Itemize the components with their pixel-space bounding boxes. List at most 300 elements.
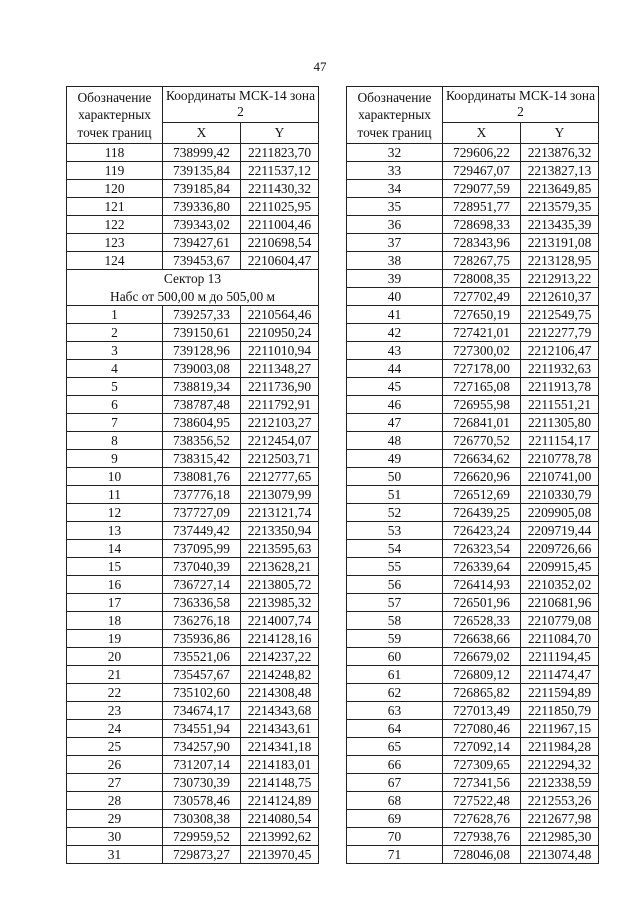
x-coordinate: 737040,39 (163, 558, 241, 576)
y-coordinate: 2213970,45 (241, 846, 319, 864)
table-row (67, 576, 319, 594)
point-number: 57 (347, 594, 443, 612)
x-coordinate: 727702,49 (443, 288, 521, 306)
coordinates-table-left (66, 86, 319, 864)
y-coordinate: 2213128,95 (521, 252, 599, 270)
point-number: 11 (67, 486, 163, 504)
x-coordinate: 727013,49 (443, 702, 521, 720)
table-row (347, 360, 599, 378)
sector-row (67, 270, 319, 306)
point-number: 41 (347, 306, 443, 324)
x-coordinate: 728343,96 (443, 234, 521, 252)
x-coordinate: 726865,82 (443, 684, 521, 702)
table-row (347, 792, 599, 810)
x-coordinate: 730308,38 (163, 810, 241, 828)
table-row (67, 396, 319, 414)
x-coordinate: 726638,66 (443, 630, 521, 648)
y-coordinate: 2212677,98 (521, 810, 599, 828)
y-coordinate: 2212913,22 (521, 270, 599, 288)
y-coordinate: 2211004,46 (241, 216, 319, 234)
table-row (67, 450, 319, 468)
y-coordinate: 2213350,94 (241, 522, 319, 540)
table-row (347, 288, 599, 306)
x-coordinate: 735102,60 (163, 684, 241, 702)
y-coordinate: 2214183,01 (241, 756, 319, 774)
y-coordinate: 2213579,35 (521, 198, 599, 216)
x-coordinate: 726439,25 (443, 504, 521, 522)
table-row (67, 252, 319, 270)
y-coordinate: 2210681,96 (521, 594, 599, 612)
x-coordinate: 726423,24 (443, 522, 521, 540)
point-number: 49 (347, 450, 443, 468)
point-number: 45 (347, 378, 443, 396)
point-number: 30 (67, 828, 163, 846)
y-coordinate: 2210352,02 (521, 576, 599, 594)
x-coordinate: 729606,22 (443, 144, 521, 162)
table-row (347, 630, 599, 648)
table-row (67, 414, 319, 432)
x-coordinate: 739427,61 (163, 234, 241, 252)
point-number: 10 (67, 468, 163, 486)
table-row (347, 324, 599, 342)
table-row (347, 234, 599, 252)
y-coordinate: 2212277,79 (521, 324, 599, 342)
point-number: 46 (347, 396, 443, 414)
x-coordinate: 728046,08 (443, 846, 521, 864)
x-coordinate: 739003,08 (163, 360, 241, 378)
y-coordinate: 2213805,72 (241, 576, 319, 594)
point-number: 50 (347, 468, 443, 486)
y-coordinate: 2211474,47 (521, 666, 599, 684)
y-coordinate: 2210604,47 (241, 252, 319, 270)
x-coordinate: 734257,90 (163, 738, 241, 756)
table-row (67, 774, 319, 792)
y-coordinate: 2211594,89 (521, 684, 599, 702)
sector-subtitle: Набс от 500,00 м до 505,00 м (110, 288, 275, 304)
point-number: 43 (347, 342, 443, 360)
table-row (347, 666, 599, 684)
y-coordinate: 2211984,28 (521, 738, 599, 756)
x-coordinate: 737095,99 (163, 540, 241, 558)
table-row (347, 450, 599, 468)
x-coordinate: 738081,76 (163, 468, 241, 486)
x-column-header: X (163, 122, 241, 143)
table-row (347, 828, 599, 846)
point-number: 21 (67, 666, 163, 684)
y-coordinate: 2214148,75 (241, 774, 319, 792)
point-number: 32 (347, 144, 443, 162)
point-number: 12 (67, 504, 163, 522)
x-coordinate: 726955,98 (443, 396, 521, 414)
y-coordinate: 2214128,16 (241, 630, 319, 648)
point-number: 42 (347, 324, 443, 342)
x-coordinate: 736336,58 (163, 594, 241, 612)
y-coordinate: 2212106,47 (521, 342, 599, 360)
point-number: 31 (67, 846, 163, 864)
point-number: 69 (347, 810, 443, 828)
table-row (347, 576, 599, 594)
point-number: 7 (67, 414, 163, 432)
y-coordinate: 2214237,22 (241, 648, 319, 666)
y-coordinate: 2214007,74 (241, 612, 319, 630)
y-coordinate: 2212103,27 (241, 414, 319, 432)
x-coordinate: 729873,27 (163, 846, 241, 864)
y-coordinate: 2213628,21 (241, 558, 319, 576)
table-row (67, 144, 319, 162)
table-row (347, 684, 599, 702)
y-coordinate: 2211792,91 (241, 396, 319, 414)
y-coordinate: 2213121,74 (241, 504, 319, 522)
table-row (67, 468, 319, 486)
x-coordinate: 739128,96 (163, 342, 241, 360)
table-row (347, 180, 599, 198)
table-row (67, 522, 319, 540)
y-coordinate: 2211551,21 (521, 396, 599, 414)
y-coordinate: 2210950,24 (241, 324, 319, 342)
y-coordinate: 2214248,82 (241, 666, 319, 684)
x-coordinate: 737449,42 (163, 522, 241, 540)
sector-title: Сектор 13 (163, 271, 222, 287)
y-coordinate: 2214080,54 (241, 810, 319, 828)
y-coordinate: 2212549,75 (521, 306, 599, 324)
y-coordinate: 2213992,62 (241, 828, 319, 846)
sector-heading (67, 270, 319, 306)
y-coordinate: 2211305,80 (521, 414, 599, 432)
y-coordinate: 2209726,66 (521, 540, 599, 558)
table-row (347, 396, 599, 414)
point-number: 66 (347, 756, 443, 774)
table-row (67, 666, 319, 684)
point-number: 27 (67, 774, 163, 792)
y-coordinate: 2210741,00 (521, 468, 599, 486)
y-coordinate: 2211736,90 (241, 378, 319, 396)
table-row (347, 306, 599, 324)
y-coordinate: 2211430,32 (241, 180, 319, 198)
x-coordinate: 728698,33 (443, 216, 521, 234)
table-row (347, 432, 599, 450)
table-row (67, 702, 319, 720)
point-number: 9 (67, 450, 163, 468)
point-number: 14 (67, 540, 163, 558)
point-designation-header: Обозначение характерных точек границ (347, 87, 443, 144)
point-number: 124 (67, 252, 163, 270)
table-row (67, 234, 319, 252)
y-coordinate: 2211154,17 (521, 432, 599, 450)
x-coordinate: 738787,48 (163, 396, 241, 414)
y-coordinate: 2213985,32 (241, 594, 319, 612)
point-designation-header: Обозначение характерных точек границ (67, 87, 163, 144)
y-coordinate: 2210330,79 (521, 486, 599, 504)
table-row (347, 648, 599, 666)
table-row (347, 252, 599, 270)
table-row (67, 342, 319, 360)
table-row (67, 720, 319, 738)
x-coordinate: 727165,08 (443, 378, 521, 396)
point-number: 68 (347, 792, 443, 810)
x-coordinate: 727938,76 (443, 828, 521, 846)
y-coordinate: 2214343,61 (241, 720, 319, 738)
table-row (67, 684, 319, 702)
table-row (67, 828, 319, 846)
y-coordinate: 2211913,78 (521, 378, 599, 396)
table-row (347, 486, 599, 504)
table-row (347, 540, 599, 558)
table-row (347, 756, 599, 774)
x-coordinate: 734674,17 (163, 702, 241, 720)
x-coordinate: 726414,93 (443, 576, 521, 594)
table-row (347, 702, 599, 720)
y-coordinate: 2211537,12 (241, 162, 319, 180)
point-number: 65 (347, 738, 443, 756)
table-row (67, 594, 319, 612)
y-column-header: Y (521, 122, 599, 143)
x-coordinate: 734551,94 (163, 720, 241, 738)
point-number: 67 (347, 774, 443, 792)
x-coordinate: 726679,02 (443, 648, 521, 666)
point-number: 15 (67, 558, 163, 576)
point-number: 23 (67, 702, 163, 720)
point-number: 64 (347, 720, 443, 738)
x-coordinate: 729077,59 (443, 180, 521, 198)
table-row (347, 522, 599, 540)
table-row (347, 774, 599, 792)
table-row (67, 846, 319, 864)
y-coordinate: 2213827,13 (521, 162, 599, 180)
point-number: 5 (67, 378, 163, 396)
y-coordinate: 2214343,68 (241, 702, 319, 720)
x-coordinate: 739336,80 (163, 198, 241, 216)
y-coordinate: 2212294,32 (521, 756, 599, 774)
table-row (67, 648, 319, 666)
y-coordinate: 2210778,78 (521, 450, 599, 468)
x-coordinate: 729467,07 (443, 162, 521, 180)
table-row (67, 486, 319, 504)
x-coordinate: 730578,46 (163, 792, 241, 810)
x-coordinate: 739343,02 (163, 216, 241, 234)
point-number: 70 (347, 828, 443, 846)
y-coordinate: 2212454,07 (241, 432, 319, 450)
y-coordinate: 2210779,08 (521, 612, 599, 630)
point-number: 52 (347, 504, 443, 522)
point-number: 34 (347, 180, 443, 198)
x-coordinate: 727080,46 (443, 720, 521, 738)
table-row (67, 162, 319, 180)
point-number: 1 (67, 306, 163, 324)
table-row (67, 324, 319, 342)
table-row (67, 432, 319, 450)
x-coordinate: 738999,42 (163, 144, 241, 162)
table-row (67, 630, 319, 648)
x-coordinate: 728267,75 (443, 252, 521, 270)
table-row (67, 378, 319, 396)
table-row (347, 720, 599, 738)
x-coordinate: 736276,18 (163, 612, 241, 630)
point-number: 119 (67, 162, 163, 180)
table-row (67, 810, 319, 828)
y-coordinate: 2214341,18 (241, 738, 319, 756)
left-table-body-bottom (67, 306, 319, 864)
point-number: 58 (347, 612, 443, 630)
y-coordinate: 2213595,63 (241, 540, 319, 558)
x-coordinate: 727341,56 (443, 774, 521, 792)
page-number: 47 (313, 59, 327, 74)
y-coordinate: 2211010,94 (241, 342, 319, 360)
y-coordinate: 2212338,59 (521, 774, 599, 792)
table-row (67, 756, 319, 774)
point-number: 4 (67, 360, 163, 378)
coordinates-table-right (346, 86, 599, 864)
point-number: 33 (347, 162, 443, 180)
table-row (347, 378, 599, 396)
x-coordinate: 727092,14 (443, 738, 521, 756)
point-number: 28 (67, 792, 163, 810)
x-column-header: X (443, 122, 521, 143)
y-coordinate: 2209905,08 (521, 504, 599, 522)
y-coordinate: 2214124,89 (241, 792, 319, 810)
table-row (67, 504, 319, 522)
x-coordinate: 726323,54 (443, 540, 521, 558)
y-coordinate: 2211348,27 (241, 360, 319, 378)
x-coordinate: 739135,84 (163, 162, 241, 180)
point-number: 51 (347, 486, 443, 504)
table-row (67, 540, 319, 558)
point-number: 44 (347, 360, 443, 378)
point-number: 56 (347, 576, 443, 594)
table-row (67, 612, 319, 630)
table-row (347, 270, 599, 288)
x-coordinate: 727650,19 (443, 306, 521, 324)
y-coordinate: 2211967,15 (521, 720, 599, 738)
x-coordinate: 728008,35 (443, 270, 521, 288)
point-number: 24 (67, 720, 163, 738)
table-row (347, 198, 599, 216)
y-column-header: Y (241, 122, 319, 143)
y-coordinate: 2211025,95 (241, 198, 319, 216)
point-number: 3 (67, 342, 163, 360)
x-coordinate: 726841,01 (443, 414, 521, 432)
point-number: 19 (67, 630, 163, 648)
table-row (67, 738, 319, 756)
point-number: 123 (67, 234, 163, 252)
table-row (347, 468, 599, 486)
point-number: 63 (347, 702, 443, 720)
coordinates-header: Координаты МСК-14 зона 2 (163, 87, 319, 123)
point-number: 13 (67, 522, 163, 540)
y-coordinate: 2210698,54 (241, 234, 319, 252)
point-number: 18 (67, 612, 163, 630)
x-coordinate: 738315,42 (163, 450, 241, 468)
x-coordinate: 728951,77 (443, 198, 521, 216)
point-number: 22 (67, 684, 163, 702)
x-coordinate: 731207,14 (163, 756, 241, 774)
table-row (347, 144, 599, 162)
x-coordinate: 735457,67 (163, 666, 241, 684)
point-number: 54 (347, 540, 443, 558)
table-row (67, 558, 319, 576)
point-number: 26 (67, 756, 163, 774)
x-coordinate: 727178,00 (443, 360, 521, 378)
point-number: 20 (67, 648, 163, 666)
point-number: 35 (347, 198, 443, 216)
point-number: 71 (347, 846, 443, 864)
point-number: 120 (67, 180, 163, 198)
point-number: 17 (67, 594, 163, 612)
y-coordinate: 2211084,70 (521, 630, 599, 648)
x-coordinate: 726512,69 (443, 486, 521, 504)
x-coordinate: 726620,96 (443, 468, 521, 486)
point-number: 59 (347, 630, 443, 648)
point-number: 29 (67, 810, 163, 828)
y-coordinate: 2212553,26 (521, 792, 599, 810)
y-coordinate: 2213876,32 (521, 144, 599, 162)
y-coordinate: 2211823,70 (241, 144, 319, 162)
table-row (347, 594, 599, 612)
table-row (347, 414, 599, 432)
table-row (67, 180, 319, 198)
x-coordinate: 738356,52 (163, 432, 241, 450)
point-number: 37 (347, 234, 443, 252)
table-row (347, 216, 599, 234)
point-number: 8 (67, 432, 163, 450)
y-coordinate: 2211932,63 (521, 360, 599, 378)
y-coordinate: 2213435,39 (521, 216, 599, 234)
y-coordinate: 2213074,48 (521, 846, 599, 864)
table-row (347, 738, 599, 756)
x-coordinate: 727522,48 (443, 792, 521, 810)
x-coordinate: 727300,02 (443, 342, 521, 360)
point-number: 39 (347, 270, 443, 288)
x-coordinate: 739150,61 (163, 324, 241, 342)
y-coordinate: 2211194,45 (521, 648, 599, 666)
table-row (347, 504, 599, 522)
x-coordinate: 726634,62 (443, 450, 521, 468)
x-coordinate: 735936,86 (163, 630, 241, 648)
point-number: 62 (347, 684, 443, 702)
point-number: 40 (347, 288, 443, 306)
x-coordinate: 729959,52 (163, 828, 241, 846)
x-coordinate: 738819,34 (163, 378, 241, 396)
point-number: 36 (347, 216, 443, 234)
x-coordinate: 730730,39 (163, 774, 241, 792)
table-row (347, 342, 599, 360)
y-coordinate: 2212777,65 (241, 468, 319, 486)
table-row (67, 360, 319, 378)
y-coordinate: 2212985,30 (521, 828, 599, 846)
point-number: 48 (347, 432, 443, 450)
x-coordinate: 726770,52 (443, 432, 521, 450)
point-number: 53 (347, 522, 443, 540)
table-row (67, 306, 319, 324)
point-number: 16 (67, 576, 163, 594)
point-number: 6 (67, 396, 163, 414)
x-coordinate: 727628,76 (443, 810, 521, 828)
table-row (347, 810, 599, 828)
coordinates-header: Координаты МСК-14 зона 2 (443, 87, 599, 123)
y-coordinate: 2209915,45 (521, 558, 599, 576)
y-coordinate: 2213191,08 (521, 234, 599, 252)
y-coordinate: 2214308,48 (241, 684, 319, 702)
x-coordinate: 737776,18 (163, 486, 241, 504)
y-coordinate: 2213079,99 (241, 486, 319, 504)
point-number: 55 (347, 558, 443, 576)
point-number: 38 (347, 252, 443, 270)
y-coordinate: 2213649,85 (521, 180, 599, 198)
table-row (67, 216, 319, 234)
table-row (67, 198, 319, 216)
point-number: 25 (67, 738, 163, 756)
y-coordinate: 2211850,79 (521, 702, 599, 720)
table-row (347, 162, 599, 180)
